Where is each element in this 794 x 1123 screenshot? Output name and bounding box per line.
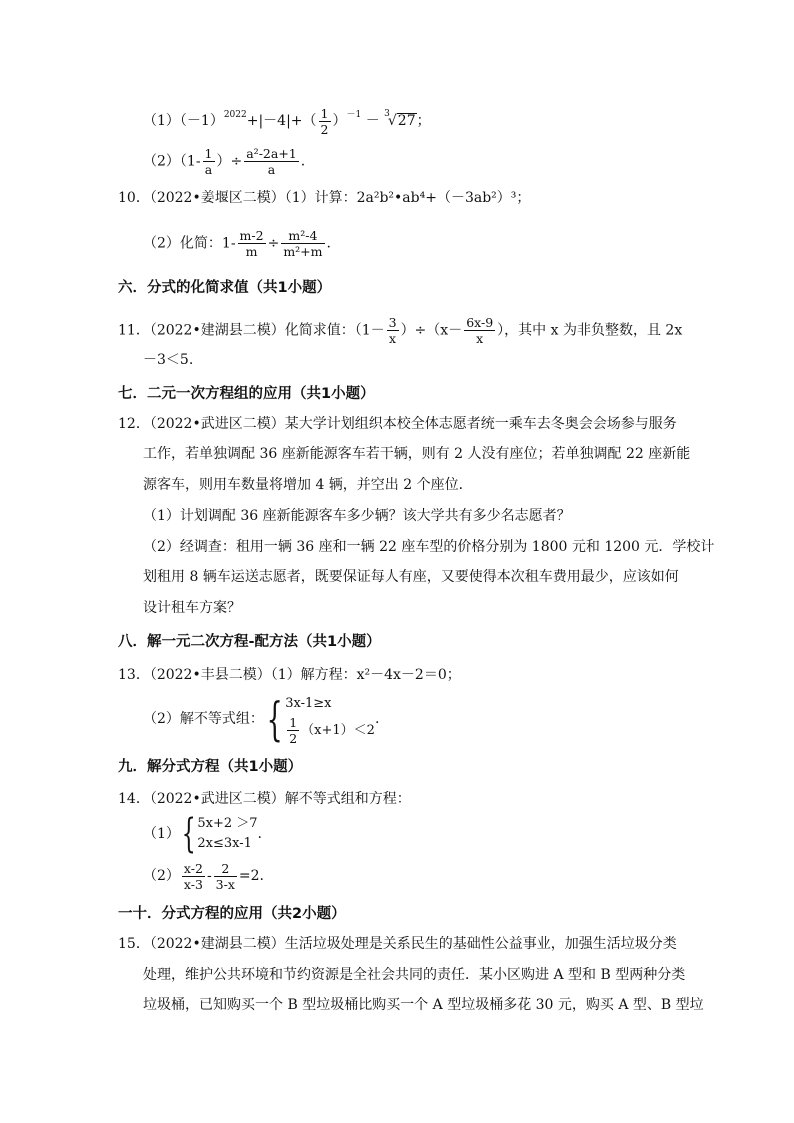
text: 11．（2022•建湖县二模）化简求值：（1－ [118,322,385,339]
inequality-system [197,814,257,854]
text: （1）（－1） [143,113,224,129]
brace-icon: { [181,811,196,857]
text: ； [416,113,431,129]
text: - [206,868,212,884]
q14-part1 [143,810,262,858]
radicand: 27 [397,113,416,129]
inequality: 3x-1≥x [285,695,332,711]
section-title-10: 一十．分式方程的应用（共2小题） [118,906,346,922]
text: +|－4|+（ [246,113,317,129]
q9-part2 [143,146,305,177]
q11-line2: －3＜5. [143,352,194,368]
q12-line6: 划租用 8 辆车运送志愿者，既要保证每人有座，又要使得本次租车费用最少，应该如何 [143,569,679,585]
text: . [374,711,380,727]
fraction [214,861,237,892]
text: . [326,235,331,252]
denominator: x [389,331,397,346]
q15-line3: 垃圾桶，已知购买一个 B 型垃圾桶比购买一个 A 型垃圾桶多花 30 元，购买 A 型、B 型垃 [143,997,704,1013]
numerator: 6x-9 [466,315,494,330]
inequality-system [285,693,375,746]
denominator: a [267,162,276,177]
fraction [182,861,205,892]
text: （2）解不等式组： [143,711,264,727]
text: ），其中 x 为非负整数，且 2x [497,322,683,339]
text: . [257,826,262,842]
q10-part2 [143,228,331,259]
radical-sign: √ [387,113,397,129]
text: （2） [143,868,180,884]
inequality: 5x+2 ＞7 [197,816,258,831]
section-title-7: 七．二元一次方程组的应用（共1小题） [118,386,375,402]
numerator: a²-2a+1 [246,146,297,161]
q12-line1: 12．（2022•武进区二模）某大学计划组织本校全体志愿者统一乘车去冬奥会会场参与服务 [118,416,677,432]
denominator: 2 [289,730,298,746]
q12-line3: 源客车，则用车数量将增加 4 辆，并空出 2 个座位． [143,477,473,493]
section-title-9: 九．解分式方程（共1小题） [118,759,303,775]
q12-line7: 设计租车方案？ [143,600,241,616]
q13-line1: 13．（2022•丰县二模）（1）解方程：x²－4x－2＝0； [118,667,461,683]
text: . [300,153,306,170]
text: ）÷ [216,153,243,170]
text: （1） [143,826,180,842]
q10-line1: 10．（2022•姜堰区二模）（1）计算：2a²b²•ab⁴+（－3ab²）³； [118,190,531,206]
fraction [238,228,266,259]
numerator: 1 [289,714,298,730]
denominator: x-3 [183,876,203,892]
text: ÷ [267,235,280,252]
q11-line1 [118,315,682,346]
denominator: a [204,162,213,177]
q14-line1: 14．（2022•武进区二模）解不等式组和方程： [118,791,411,807]
denominator: m [245,244,258,259]
inequality: 2x≤3x-1 [197,836,252,851]
q12-line4: （1）计划调配 36 座新能源客车多少辆？该大学共有多少名志愿者？ [143,508,571,524]
fraction [387,315,399,346]
fraction [203,146,215,177]
denominator: x [476,331,484,346]
fraction [281,228,324,259]
fraction [464,315,495,346]
text: =2. [238,868,264,884]
q13-part2 [143,690,379,748]
root-index: 3 [384,109,390,119]
text: － [365,113,380,129]
q9-part1 [143,104,431,137]
q12-line2: 工作，若单独调配 36 座新能源客车若干辆，则有 2 人没有座位；若单独调配 22 座新能 [143,446,691,462]
exponent: 2022 [223,110,247,120]
numerator: m²-4 [281,228,324,244]
section-title-6: 六．分式的化简求值（共1小题） [118,280,332,296]
section-title-8: 八．解一元二次方程-配方法（共1小题） [118,634,381,650]
brace-icon: { [266,692,283,746]
text: ） [332,113,347,129]
text: ）÷（x－ [400,322,463,339]
inequality: （x+1）＜2 [301,722,375,738]
q12-line5: （2）经调查：租用一辆 36 座和一辆 22 座车型的价格分别为 1800 元和 1200 元．学校计 [143,539,715,555]
text: （2）（1- [143,153,201,170]
numerator: 1 [320,105,329,121]
q14-part2 [143,860,264,892]
numerator: 3 [388,315,397,330]
fraction [319,106,331,137]
q15-line1: 15．（2022•建湖县二模）生活垃圾处理是关系民生的基础性公益事业，加强生活垃圾分类 [118,936,677,952]
numerator: 2 [214,861,237,877]
exponent: －1 [346,110,362,120]
fraction [287,715,299,746]
numerator: m-2 [239,228,264,243]
text: （2）化简：1- [143,235,236,252]
denominator: m²+m [283,244,323,259]
denominator: 2 [320,121,329,137]
numerator: 1 [204,146,213,161]
numerator: x-2 [183,860,203,876]
q15-line2: 处理，维护公共环境和节约资源是全社会共同的责任．某小区购进 A 型和 B 型两种分类 [143,967,686,983]
fraction [244,146,299,177]
denominator: 3-x [215,876,235,892]
